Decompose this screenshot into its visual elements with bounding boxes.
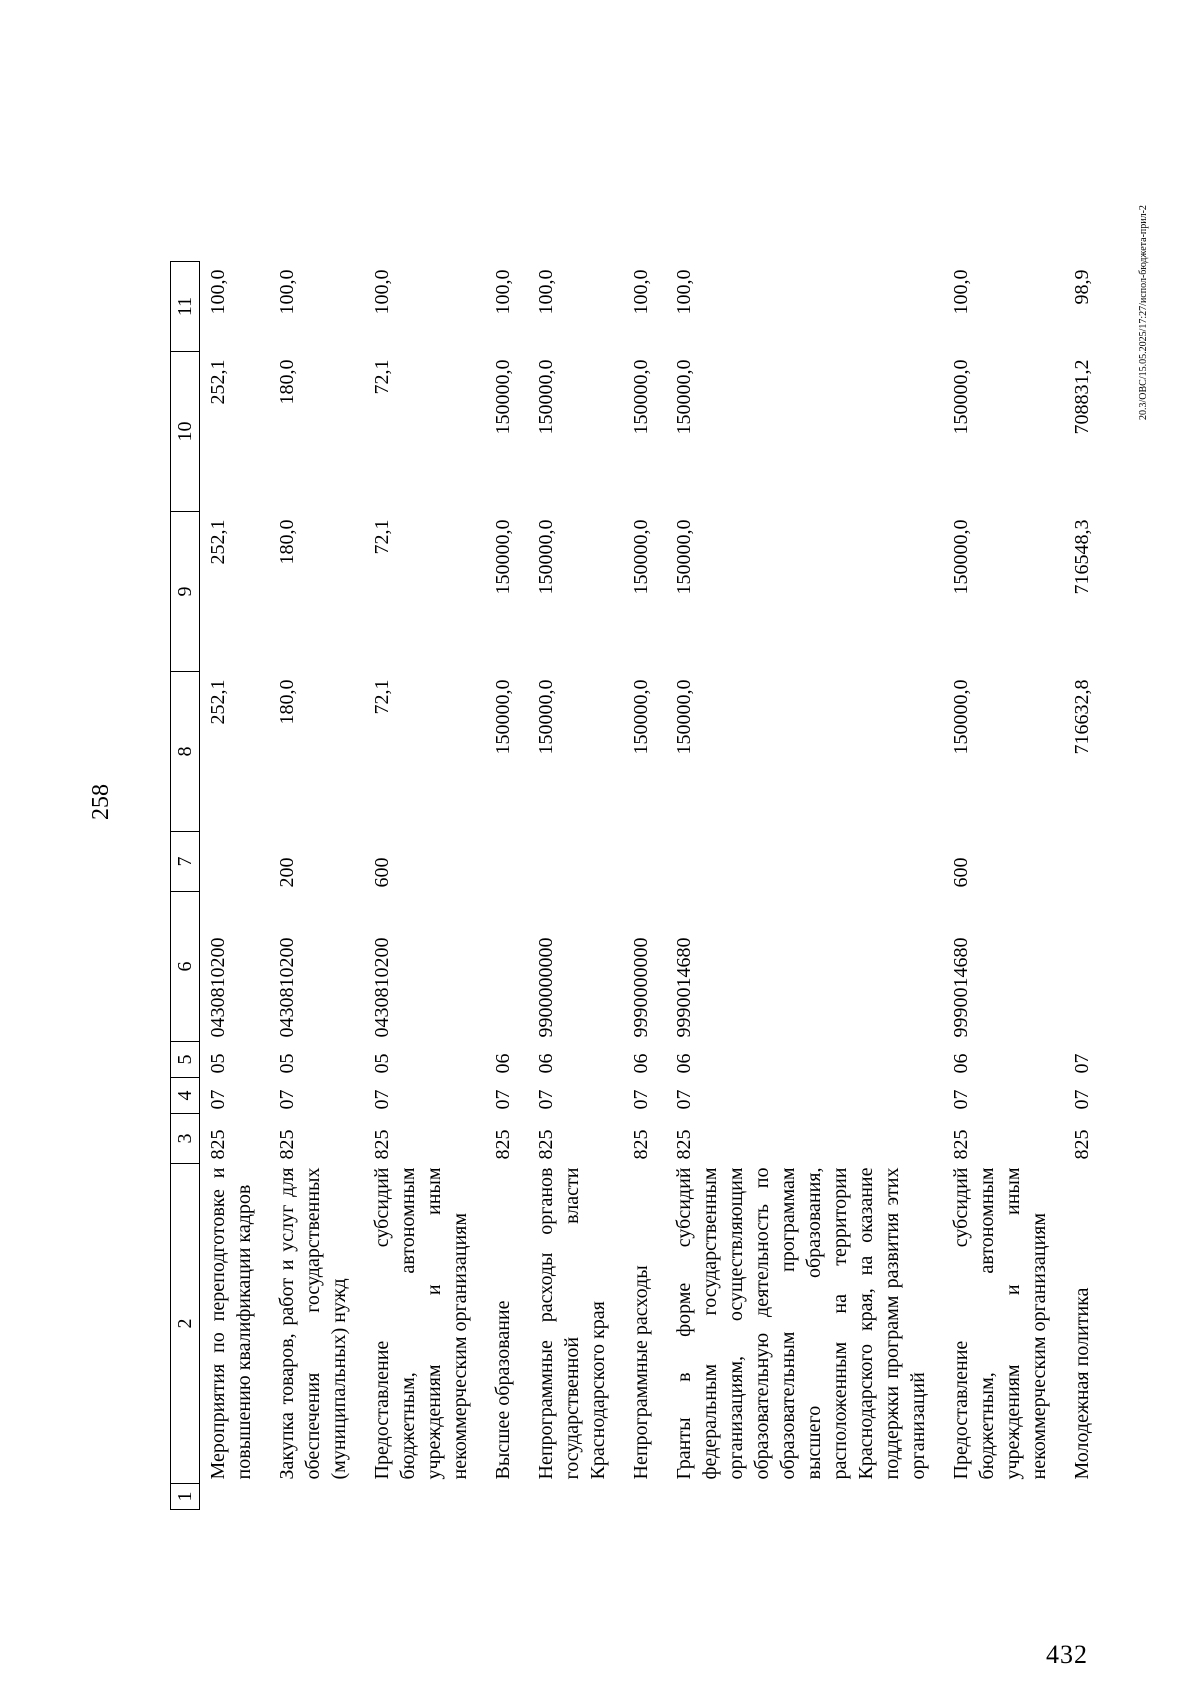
- target-article-code: 9990014680: [950, 937, 972, 1038]
- target-article-code: 0430810200: [207, 937, 229, 1038]
- amount-col-8: 72,1: [371, 679, 393, 715]
- subsection-code: 05: [276, 1053, 298, 1074]
- amount-col-8: 150000,0: [630, 679, 652, 755]
- row-number-cell: [528, 1484, 623, 1510]
- section-code: 07: [673, 1089, 695, 1110]
- column-header: 1: [171, 1484, 200, 1510]
- expense-type-code: [528, 832, 623, 892]
- section-code: 07: [371, 1089, 393, 1110]
- amount-col-9: 150000,0: [950, 519, 972, 595]
- amount-col-10: 150000,0: [535, 359, 557, 435]
- amount-col-10: 72,1: [371, 359, 393, 395]
- amount-col-9: 150000,0: [630, 519, 652, 595]
- expense-type-code: 600: [371, 857, 393, 888]
- expense-name: Предоставление субсидий бюджетным, автономным учреждениям и иным некоммерческим организациям: [371, 1167, 471, 1480]
- section-code: 07: [492, 1089, 514, 1110]
- ministry-code: 825: [630, 1129, 652, 1160]
- column-header: 9: [171, 512, 200, 672]
- column-header: 11: [171, 262, 200, 352]
- ministry-code: 825: [950, 1129, 972, 1160]
- row-number-cell: [666, 1484, 943, 1510]
- table-row: [200, 262, 270, 1510]
- expense-type-code: [666, 832, 943, 892]
- amount-col-9: 150000,0: [673, 519, 695, 595]
- table-row: [623, 262, 666, 1510]
- amount-col-8: 150000,0: [673, 679, 695, 755]
- ministry-code: 825: [371, 1129, 393, 1160]
- budget-table: [170, 261, 1107, 1510]
- target-article-code: 0430810200: [371, 937, 393, 1038]
- amount-col-10: 252,1: [207, 359, 229, 405]
- amount-col-10: 150000,0: [492, 359, 514, 435]
- row-number-cell: [943, 1484, 1064, 1510]
- subsection-code: 06: [630, 1053, 652, 1074]
- row-number-cell: [1064, 1484, 1107, 1510]
- column-header: 8: [171, 672, 200, 832]
- ministry-code: 825: [673, 1129, 695, 1160]
- section-code: 07: [950, 1089, 972, 1110]
- section-code: 07: [207, 1089, 229, 1110]
- percent-col-11: 98,9: [1071, 269, 1093, 305]
- percent-col-11: 100,0: [630, 269, 652, 315]
- row-number-cell: [364, 1484, 485, 1510]
- target-article-code: 9990014680: [673, 937, 695, 1038]
- expense-name: Молодежная политика: [1071, 1287, 1093, 1480]
- table-header-row: [171, 262, 200, 1510]
- expense-name: Непрограммные расходы: [630, 1265, 652, 1480]
- subsection-code: 05: [371, 1053, 393, 1074]
- percent-col-11: 100,0: [492, 269, 514, 315]
- amount-col-8: 150000,0: [492, 679, 514, 755]
- amount-col-9: 716548,3: [1071, 519, 1093, 595]
- column-header: 6: [171, 892, 200, 1042]
- amount-col-10: 150000,0: [673, 359, 695, 435]
- ministry-code: 825: [1071, 1129, 1093, 1160]
- expense-name: Непрограммные расходы органов государственной власти Краснодарского края: [535, 1167, 609, 1480]
- amount-col-8: 180,0: [276, 679, 298, 725]
- expense-type-code: [1064, 832, 1107, 892]
- column-header: 10: [171, 352, 200, 512]
- percent-col-11: 100,0: [276, 269, 298, 315]
- expense-type-code: [200, 832, 270, 892]
- expense-name: Предоставление субсидий бюджетным, автономным учреждениям и иным некоммерческим организациям: [950, 1167, 1050, 1480]
- amount-col-10: 180,0: [276, 359, 298, 405]
- expense-name: Гранты в форме субсидий федеральным государственным организациям, осуществляющим образовательную деятельность по образовательным программам высшего образования, расположенным на территории Краснодарского края, на оказание поддержки программ развития этих организаций: [673, 1167, 929, 1480]
- table-row: [1064, 262, 1107, 1510]
- table-row: [485, 262, 528, 1510]
- amount-col-9: 150000,0: [492, 519, 514, 595]
- section-code: 07: [276, 1089, 298, 1110]
- column-header: 2: [171, 1164, 200, 1484]
- row-number-cell: [485, 1484, 528, 1510]
- ministry-code: 825: [207, 1129, 229, 1160]
- amount-col-9: 150000,0: [535, 519, 557, 595]
- column-header: 3: [171, 1114, 200, 1164]
- percent-col-11: 100,0: [371, 269, 393, 315]
- section-code: 07: [535, 1089, 557, 1110]
- expense-name: Высшее образование: [492, 1300, 514, 1480]
- rotated-page-content: [78, 40, 1158, 1640]
- subsection-code: 06: [950, 1053, 972, 1074]
- subsection-code: 06: [492, 1053, 514, 1074]
- amount-col-8: 252,1: [207, 679, 229, 725]
- footer-document-code: 20.3/ОВС/15.05.2025/17:27/испол-бюджета-прил-2: [1138, 205, 1149, 420]
- amount-col-8: 716632,8: [1071, 679, 1093, 755]
- expense-type-code: [623, 832, 666, 892]
- amount-col-10: 150000,0: [950, 359, 972, 435]
- amount-col-8: 150000,0: [535, 679, 557, 755]
- table-row: [364, 262, 485, 1510]
- amount-col-10: 150000,0: [630, 359, 652, 435]
- expense-type-code: 200: [276, 857, 298, 888]
- percent-col-11: 100,0: [673, 269, 695, 315]
- expense-type-code: 600: [950, 857, 972, 888]
- target-article-code: [485, 892, 528, 1042]
- row-number-cell: [269, 1484, 364, 1510]
- table-row: [269, 262, 364, 1510]
- row-number-cell: [623, 1484, 666, 1510]
- column-header: 4: [171, 1078, 200, 1114]
- column-header: 7: [171, 832, 200, 892]
- amount-col-8: 150000,0: [950, 679, 972, 755]
- ministry-code: 825: [276, 1129, 298, 1160]
- table-row: [666, 262, 943, 1510]
- subsection-code: 06: [673, 1053, 695, 1074]
- row-number-cell: [200, 1484, 270, 1510]
- expense-name: Закупка товаров, работ и услуг для обеспечения государственных (муниципальных) нужд: [276, 1167, 350, 1480]
- target-article-code: [1064, 892, 1107, 1042]
- table-row: [528, 262, 623, 1510]
- subsection-code: 07: [1071, 1053, 1093, 1074]
- sheet-number: 258: [88, 784, 114, 820]
- page-number: 432: [1046, 1640, 1088, 1669]
- section-code: 07: [630, 1089, 652, 1110]
- expense-name: Мероприятия по переподготовке и повышению квалификации кадров: [207, 1167, 255, 1480]
- section-code: 07: [1071, 1089, 1093, 1110]
- amount-col-9: 180,0: [276, 519, 298, 565]
- target-article-code: 9900000000: [535, 937, 557, 1038]
- percent-col-11: 100,0: [950, 269, 972, 315]
- expense-type-code: [485, 832, 528, 892]
- table-row: [943, 262, 1064, 1510]
- amount-col-9: 252,1: [207, 519, 229, 565]
- ministry-code: 825: [535, 1129, 557, 1160]
- amount-col-9: 72,1: [371, 519, 393, 555]
- column-header: 5: [171, 1042, 200, 1078]
- amount-col-10: 708831,2: [1071, 359, 1093, 435]
- ministry-code: 825: [492, 1129, 514, 1160]
- subsection-code: 06: [535, 1053, 557, 1074]
- target-article-code: 0430810200: [276, 937, 298, 1038]
- percent-col-11: 100,0: [207, 269, 229, 315]
- percent-col-11: 100,0: [535, 269, 557, 315]
- target-article-code: 9990000000: [630, 937, 652, 1038]
- subsection-code: 05: [207, 1053, 229, 1074]
